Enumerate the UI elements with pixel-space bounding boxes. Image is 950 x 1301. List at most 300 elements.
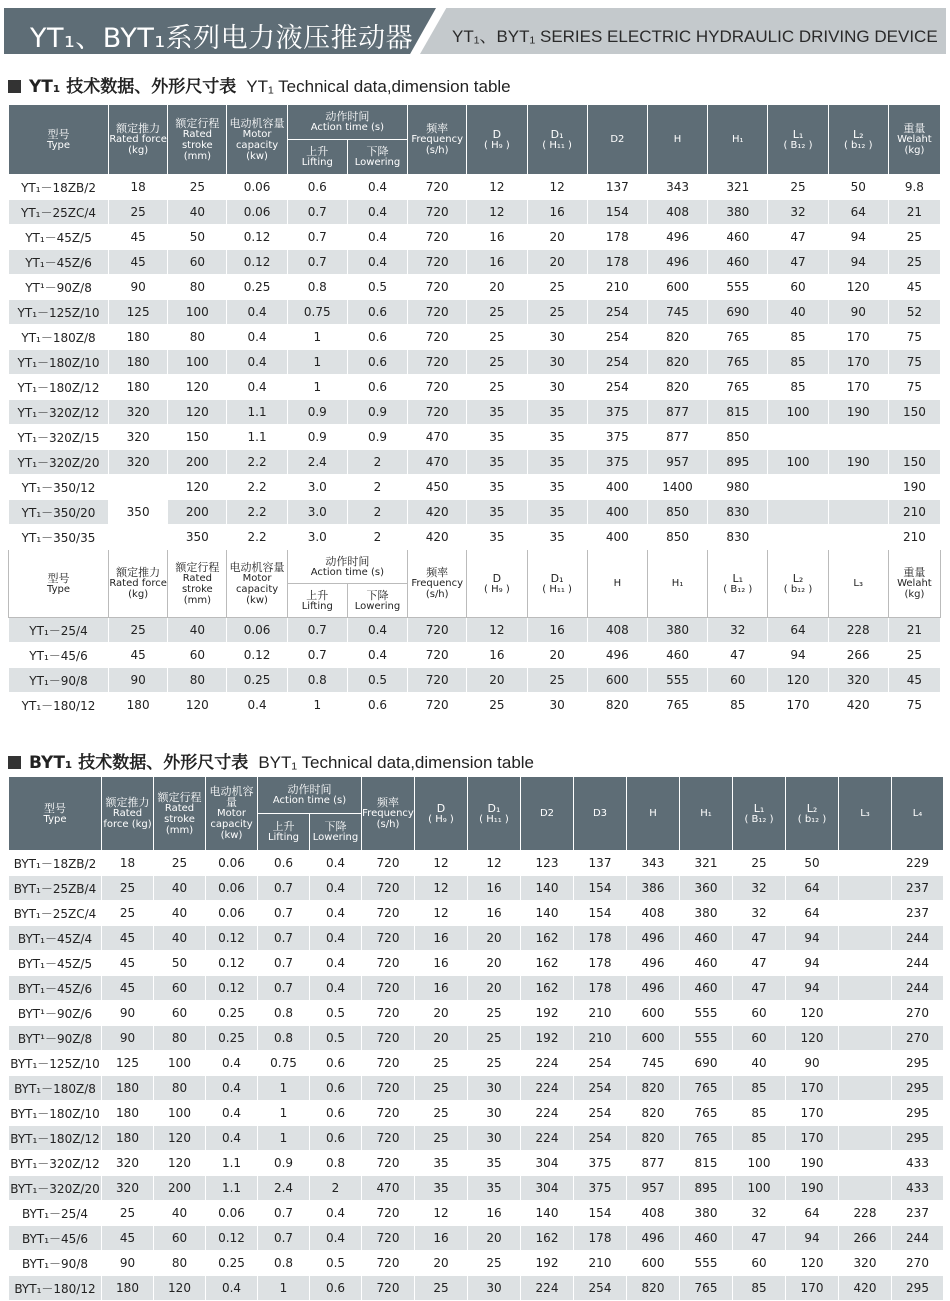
table-cell: 254: [574, 1076, 627, 1101]
table-cell: 47: [733, 976, 786, 1001]
table-cell: 25: [768, 175, 828, 200]
table-cell: 20: [415, 1251, 468, 1276]
table-cell: [768, 425, 828, 450]
table-cell: 120: [168, 693, 227, 718]
table-cell: 0.4: [347, 225, 407, 250]
table-cell: 25: [415, 1076, 468, 1101]
byt-col-header-motor: 电动机容量 Motor capacity (kw): [206, 777, 258, 851]
table-cell: [839, 926, 892, 951]
table-cell: 35: [467, 425, 527, 450]
table-cell: 190: [888, 475, 940, 500]
table-cell: 0.7: [287, 200, 347, 225]
table-cell: 2.2: [227, 450, 287, 475]
table-cell: 60: [168, 643, 227, 668]
byt-col-header-action-time: 动作时间 Action time (s): [258, 777, 362, 814]
table-cell: 170: [786, 1076, 839, 1101]
table-cell: 720: [362, 851, 415, 876]
table-cell: 162: [521, 926, 574, 951]
table-cell: 12: [467, 175, 527, 200]
table-cell: 720: [408, 175, 467, 200]
table-cell: 244: [892, 1226, 944, 1251]
table-cell: 25: [467, 350, 527, 375]
table-cell: 25: [527, 300, 587, 325]
table-cell: 228: [828, 618, 888, 643]
table-cell: 237: [892, 876, 944, 901]
table-cell: 830: [708, 525, 768, 550]
table-cell: 35: [527, 525, 587, 550]
table-cell: 25: [527, 668, 587, 693]
table-cell: [839, 951, 892, 976]
table-cell: BYT₁－25/4: [9, 1201, 102, 1226]
table-cell: 0.4: [227, 325, 287, 350]
table-cell: 420: [828, 693, 888, 718]
table-cell: 60: [733, 1026, 786, 1051]
table-cell: 0.7: [258, 901, 310, 926]
table-row: [9, 851, 944, 876]
col-header-d: D ( H₉ ): [467, 105, 527, 175]
byt-col-header-d3: D3: [574, 777, 627, 851]
table-cell: 16: [527, 200, 587, 225]
table-cell: 25: [102, 1201, 154, 1226]
table-cell: 45: [109, 250, 168, 275]
table-cell: 254: [574, 1276, 627, 1301]
table-cell: 0.9: [287, 425, 347, 450]
table-cell: 35: [468, 1151, 521, 1176]
table-cell: 52: [888, 300, 940, 325]
table-cell: 94: [828, 250, 888, 275]
table-row: [9, 325, 941, 350]
table-row: [9, 1076, 944, 1101]
table-cell: 180: [102, 1101, 154, 1126]
table-cell: BYT₁－25ZB/4: [9, 876, 102, 901]
table-cell: 820: [647, 375, 707, 400]
table-cell: 0.6: [310, 1076, 362, 1101]
table-cell: 150: [888, 400, 940, 425]
table-row: [9, 926, 944, 951]
table-cell: 12: [467, 618, 527, 643]
table-cell: 720: [362, 1076, 415, 1101]
table-cell: 210: [574, 1026, 627, 1051]
table-cell: 25: [527, 275, 587, 300]
table-cell: 745: [647, 300, 707, 325]
table-cell: 125: [109, 300, 168, 325]
table-cell: 25: [468, 1001, 521, 1026]
table-cell: [839, 1126, 892, 1151]
table-cell: 720: [362, 951, 415, 976]
table-cell: 45: [109, 643, 168, 668]
table-cell: [768, 500, 828, 525]
table-cell: 94: [768, 643, 828, 668]
table-row: [9, 250, 941, 275]
table-cell: 820: [587, 693, 647, 718]
table-cell: 0.4: [227, 350, 287, 375]
table-cell: 32: [733, 1201, 786, 1226]
table-cell: 90: [102, 1026, 154, 1051]
table-cell: 0.7: [258, 976, 310, 1001]
table-cell: 85: [733, 1101, 786, 1126]
table-cell: 64: [786, 1201, 839, 1226]
table-cell: 224: [521, 1051, 574, 1076]
table-cell: 720: [408, 200, 467, 225]
yt-data-table: [8, 104, 941, 718]
table-row: [9, 693, 941, 718]
table-cell: YT₁－180Z/12: [9, 375, 109, 400]
table-cell: 25: [467, 693, 527, 718]
byt-section-title: [8, 748, 534, 773]
table-cell: [839, 976, 892, 1001]
table-cell: 180: [109, 693, 168, 718]
table-cell: 600: [627, 1026, 680, 1051]
table-cell: 765: [680, 1101, 733, 1126]
table-cell: 140: [521, 876, 574, 901]
table-cell: 94: [786, 1226, 839, 1251]
table-cell: BYT₁－45/6: [9, 1226, 102, 1251]
table-cell: 180: [102, 1126, 154, 1151]
table-cell: 720: [362, 1026, 415, 1051]
table-cell: 0.4: [206, 1076, 258, 1101]
table-cell: 20: [468, 926, 521, 951]
table-cell: 0.06: [227, 618, 287, 643]
table-cell: [839, 1026, 892, 1051]
table-cell: 720: [362, 876, 415, 901]
table-cell: 350: [168, 525, 227, 550]
table-cell: 0.4: [206, 1276, 258, 1301]
table-cell: 815: [680, 1151, 733, 1176]
table-cell: 420: [839, 1276, 892, 1301]
col-header-lifting-2: 上升 Lifting: [287, 584, 347, 618]
table-cell: 16: [415, 1226, 468, 1251]
table-cell: 720: [362, 901, 415, 926]
table-cell: 496: [647, 225, 707, 250]
table-cell: 0.4: [310, 901, 362, 926]
table-cell: 745: [627, 1051, 680, 1076]
table-cell: 40: [154, 1201, 206, 1226]
table-cell: 120: [154, 1126, 206, 1151]
table-cell: 45: [102, 976, 154, 1001]
table-cell: 0.5: [347, 668, 407, 693]
table-cell: 720: [408, 400, 467, 425]
table-cell: 460: [680, 1226, 733, 1251]
table-cell: 75: [888, 350, 940, 375]
table-cell: 850: [647, 500, 707, 525]
table-cell: 0.9: [287, 400, 347, 425]
table-cell: 254: [587, 325, 647, 350]
table-row: [9, 475, 941, 500]
byt-section-title-cn: BYT₁ 技术数据、外形尺寸表: [29, 753, 249, 773]
table-cell: 237: [892, 1201, 944, 1226]
table-cell: 1.1: [206, 1151, 258, 1176]
table-cell: 600: [627, 1251, 680, 1276]
table-cell: 16: [468, 876, 521, 901]
table-cell: 496: [627, 926, 680, 951]
table-cell: 35: [467, 400, 527, 425]
table-cell: 25: [467, 375, 527, 400]
table-cell: 180: [102, 1076, 154, 1101]
table-cell: 150: [888, 450, 940, 475]
table-cell: 100: [768, 450, 828, 475]
table-cell: 555: [647, 668, 707, 693]
table-cell: 690: [708, 300, 768, 325]
yt-header-row: [9, 105, 941, 140]
table-cell: 321: [708, 175, 768, 200]
table-cell: 25: [415, 1126, 468, 1151]
table-cell: 60: [733, 1001, 786, 1026]
yt-section-title-en: YT₁ Technical data,dimension table: [246, 77, 511, 96]
table-cell: 154: [574, 876, 627, 901]
table-cell: 0.6: [310, 1276, 362, 1301]
table-cell: 765: [708, 375, 768, 400]
table-row: [9, 300, 941, 325]
table-cell: 80: [154, 1026, 206, 1051]
table-cell: 25: [733, 851, 786, 876]
table-cell: 16: [467, 225, 527, 250]
table-cell: 2.2: [227, 500, 287, 525]
table-cell: 815: [708, 400, 768, 425]
table-cell: 295: [892, 1076, 944, 1101]
table-cell: 0.7: [287, 643, 347, 668]
table-cell: 25: [415, 1051, 468, 1076]
table-cell: 25: [468, 1026, 521, 1051]
table-cell: 720: [408, 225, 467, 250]
table-cell: 0.8: [258, 1026, 310, 1051]
table-cell: 496: [647, 250, 707, 275]
table-cell: 192: [521, 1001, 574, 1026]
table-cell: 192: [521, 1251, 574, 1276]
table-cell: 555: [680, 1001, 733, 1026]
table-cell: BYT₁－25ZC/4: [9, 901, 102, 926]
table-cell: 16: [415, 976, 468, 1001]
table-cell: 90: [102, 1001, 154, 1026]
table-cell: 178: [574, 1226, 627, 1251]
table-cell: 90: [786, 1051, 839, 1076]
table-cell: 35: [467, 525, 527, 550]
table-cell: 12: [527, 175, 587, 200]
table-row: [9, 951, 944, 976]
header-title-cn: YT₁、BYT₁系列电力液压推动器: [30, 23, 414, 54]
table-cell: 100: [154, 1101, 206, 1126]
table-cell: 0.25: [206, 1251, 258, 1276]
table-cell: 720: [362, 1251, 415, 1276]
table-cell: [828, 525, 888, 550]
table-cell: 40: [154, 876, 206, 901]
table-cell: 820: [627, 1101, 680, 1126]
table-cell: [839, 1076, 892, 1101]
table-cell: 720: [408, 668, 467, 693]
table-cell: 408: [647, 200, 707, 225]
table-cell: 25: [888, 250, 940, 275]
table-cell: 0.12: [206, 976, 258, 1001]
table-cell: [839, 876, 892, 901]
table-cell: 25: [467, 300, 527, 325]
table-cell: 12: [467, 200, 527, 225]
table-cell: 100: [168, 350, 227, 375]
table-cell: 600: [647, 275, 707, 300]
byt-body: [9, 851, 944, 1301]
table-cell: 690: [680, 1051, 733, 1076]
table-cell: 20: [415, 1026, 468, 1051]
table-cell: 21: [888, 618, 940, 643]
table-cell: YT₁－18ZB/2: [9, 175, 109, 200]
table-cell: 460: [680, 976, 733, 1001]
table-cell: YT₁－180Z/10: [9, 350, 109, 375]
table-cell: 496: [627, 1226, 680, 1251]
table-cell: 600: [627, 1001, 680, 1026]
table-cell: 1: [258, 1126, 310, 1151]
table-cell: 0.75: [287, 300, 347, 325]
table-cell: 16: [467, 250, 527, 275]
table-row: [9, 1026, 944, 1051]
table-cell: 2.2: [227, 525, 287, 550]
table-cell: 35: [467, 475, 527, 500]
table-cell: 0.9: [347, 425, 407, 450]
table-cell: 25: [102, 876, 154, 901]
table-cell: 25: [102, 901, 154, 926]
table-cell: 154: [574, 1201, 627, 1226]
byt-col-header-d: D ( H₉ ): [415, 777, 468, 851]
col-header-weight: 重量 Welaht (kg): [888, 105, 940, 175]
table-cell: 18: [109, 175, 168, 200]
table-cell: 162: [521, 976, 574, 1001]
table-cell: YT₁－90/8: [9, 668, 109, 693]
table-cell: 0.8: [258, 1001, 310, 1026]
table-cell: 1: [258, 1076, 310, 1101]
table-cell: 295: [892, 1276, 944, 1301]
table-cell: 820: [647, 325, 707, 350]
table-cell: 224: [521, 1276, 574, 1301]
table-cell: 229: [892, 851, 944, 876]
table-cell: 1: [287, 693, 347, 718]
table-cell: 50: [154, 951, 206, 976]
table-cell: 120: [768, 668, 828, 693]
table-cell: 64: [768, 618, 828, 643]
table-cell: 16: [468, 901, 521, 926]
section-square-icon: [8, 756, 21, 769]
table-cell: 180: [109, 350, 168, 375]
col-header-h: H: [647, 105, 707, 175]
table-cell: 3.0: [287, 525, 347, 550]
table-cell: [839, 1001, 892, 1026]
byt-col-header-h1: H₁: [680, 777, 733, 851]
header-title-en: YT₁、BYT₁ SERIES ELECTRIC HYDRAULIC DRIVING DEVICE: [452, 27, 938, 46]
table-cell: 0.5: [310, 1026, 362, 1051]
table-cell: 170: [786, 1276, 839, 1301]
table-cell: 320: [109, 425, 168, 450]
table-cell: 30: [468, 1076, 521, 1101]
byt-data-table: [8, 776, 944, 1301]
table-cell: 420: [408, 500, 467, 525]
table-cell: 80: [168, 668, 227, 693]
table-cell: 94: [786, 926, 839, 951]
table-cell: 1: [258, 1101, 310, 1126]
table-cell: 0.06: [227, 200, 287, 225]
table-cell: 0.6: [347, 325, 407, 350]
table-cell: 0.4: [227, 693, 287, 718]
byt-col-header-h: H: [627, 777, 680, 851]
table-cell: 375: [587, 425, 647, 450]
table-cell: 40: [154, 901, 206, 926]
table-cell: 0.4: [310, 1226, 362, 1251]
col-header-l3-2: L₃: [828, 550, 888, 618]
table-cell: 16: [467, 643, 527, 668]
table-cell: 765: [647, 693, 707, 718]
table-cell: 0.6: [258, 851, 310, 876]
table-cell: 254: [574, 1051, 627, 1076]
table-cell: [839, 851, 892, 876]
table-cell: 254: [587, 375, 647, 400]
byt-col-header-d2: D2: [521, 777, 574, 851]
table-cell: 0.12: [206, 926, 258, 951]
table-cell: 720: [362, 976, 415, 1001]
page-header: [0, 0, 950, 56]
table-cell: 60: [168, 250, 227, 275]
table-cell: 120: [786, 1001, 839, 1026]
table-cell: 600: [587, 668, 647, 693]
table-cell: 20: [467, 668, 527, 693]
table-cell: 90: [109, 668, 168, 693]
table-cell: 30: [527, 325, 587, 350]
table-cell: 408: [627, 1201, 680, 1226]
col-header-stroke-2: 额定行程 Rated stroke (mm): [168, 550, 227, 618]
table-cell: 720: [408, 275, 467, 300]
table-cell: 400: [587, 475, 647, 500]
table-cell: 20: [468, 976, 521, 1001]
table-cell: 47: [733, 951, 786, 976]
table-cell: 0.4: [347, 200, 407, 225]
table-cell: 35: [467, 450, 527, 475]
table-cell: 0.7: [258, 951, 310, 976]
table-cell: YT₁－45Z/6: [9, 250, 109, 275]
table-cell: 47: [733, 1226, 786, 1251]
table-cell: 0.8: [258, 1251, 310, 1276]
table-cell: YT₁－180/12: [9, 693, 109, 718]
table-cell: [839, 1176, 892, 1201]
table-cell: 470: [362, 1176, 415, 1201]
table-cell: 295: [892, 1051, 944, 1076]
table-cell: 35: [467, 500, 527, 525]
table-row: [9, 1001, 944, 1026]
table-cell: 0.4: [310, 951, 362, 976]
table-cell: 94: [786, 951, 839, 976]
table-cell: 12: [468, 851, 521, 876]
table-cell: BYT₁－180Z/8: [9, 1076, 102, 1101]
table-cell: 180: [109, 375, 168, 400]
table-cell: 120: [154, 1151, 206, 1176]
table-cell: 720: [362, 1101, 415, 1126]
table-cell: 80: [168, 325, 227, 350]
table-cell: 2.2: [227, 475, 287, 500]
table-row: [9, 200, 941, 225]
yt-subheader: [9, 550, 941, 618]
table-cell: 20: [527, 643, 587, 668]
table-cell: 64: [786, 876, 839, 901]
table-cell: 433: [892, 1176, 944, 1201]
table-cell: 30: [527, 350, 587, 375]
byt-col-header-l3: L₃: [839, 777, 892, 851]
table-cell: 47: [768, 225, 828, 250]
col-header-stroke: 额定行程 Rated stroke (mm): [168, 105, 227, 175]
table-cell: 720: [408, 618, 467, 643]
table-cell: 555: [680, 1251, 733, 1276]
table-cell: 0.12: [206, 1226, 258, 1251]
table-row: [9, 1126, 944, 1151]
table-cell: 1.1: [227, 425, 287, 450]
table-cell: 32: [733, 901, 786, 926]
table-row: [9, 618, 941, 643]
table-cell: 12: [415, 1201, 468, 1226]
table-cell: 120: [786, 1251, 839, 1276]
table-cell: 35: [527, 450, 587, 475]
table-cell: 0.4: [347, 175, 407, 200]
